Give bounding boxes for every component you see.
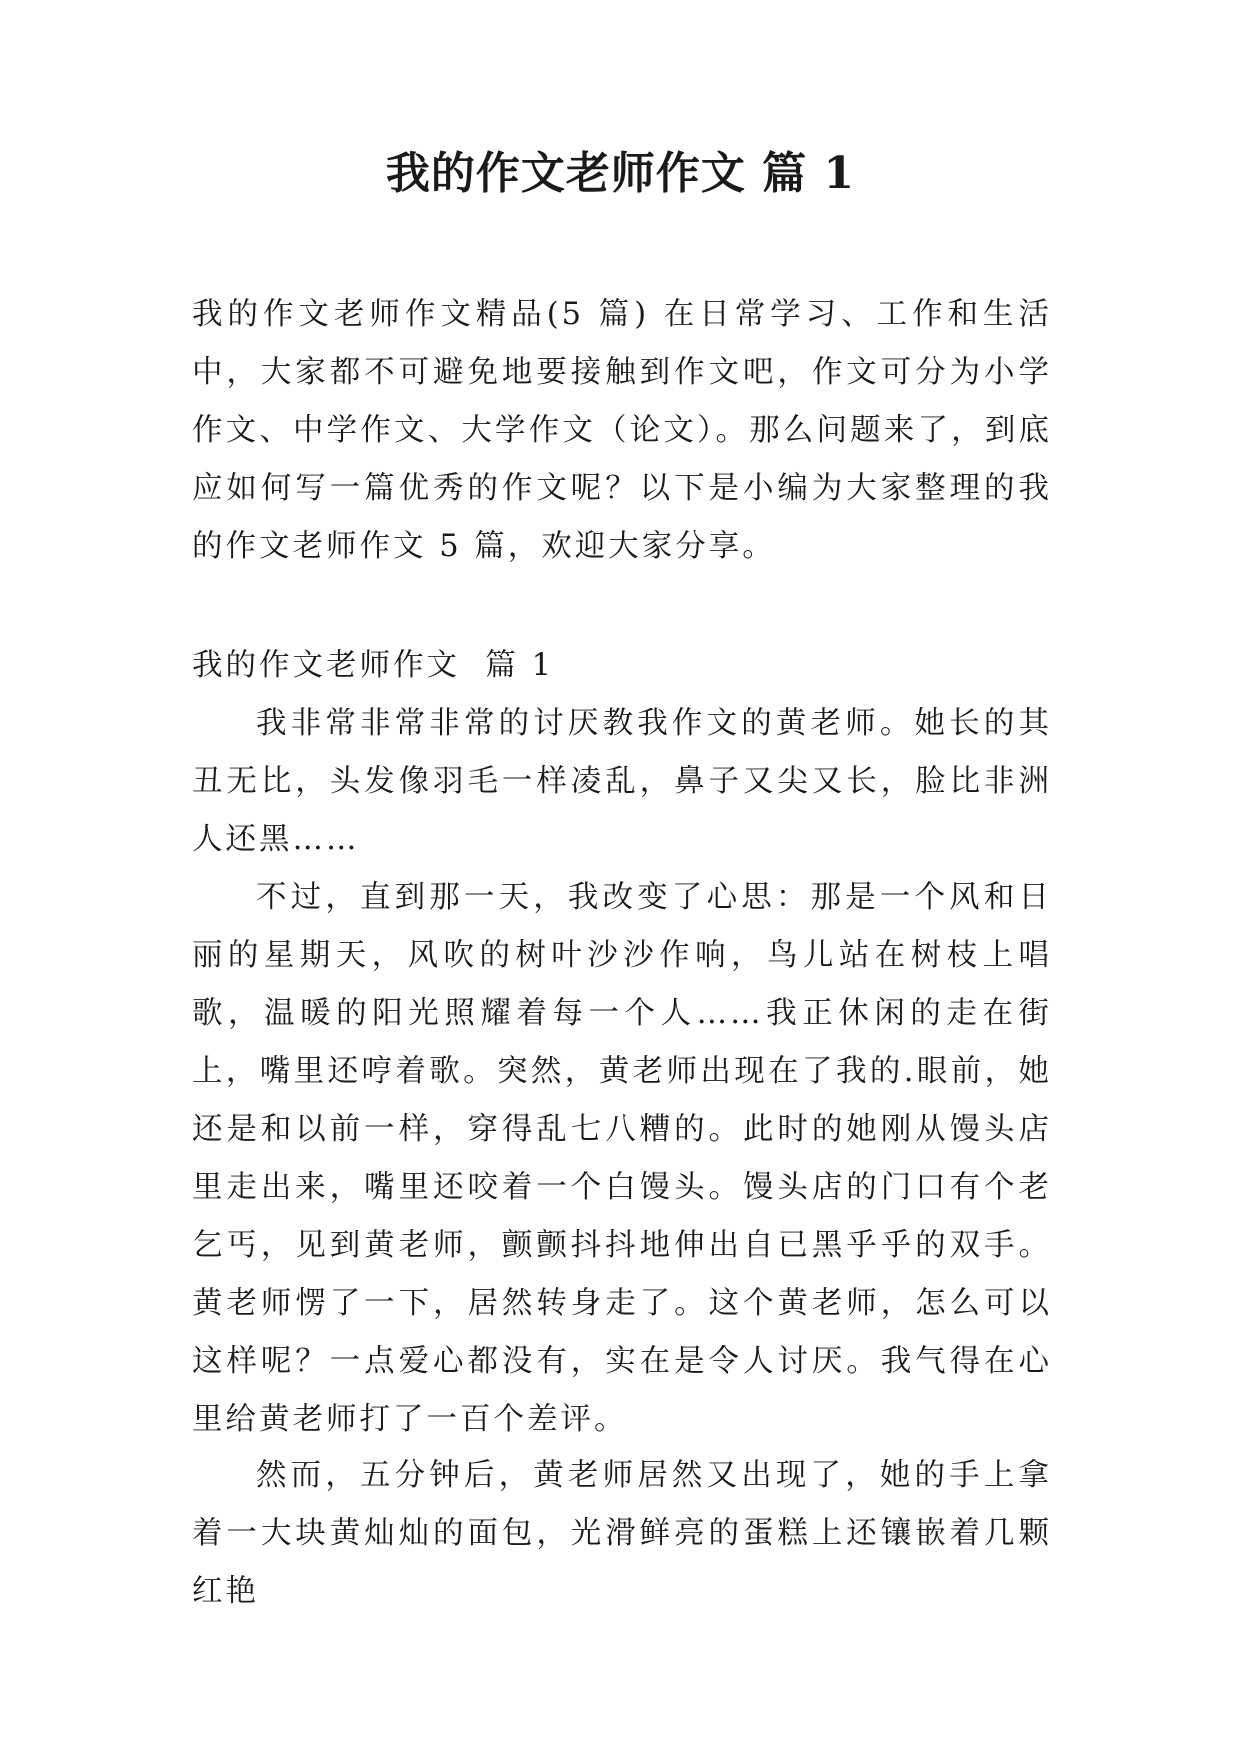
intro-paragraph: 我的作文老师作文精品(5 篇) 在日常学习、工作和生活中，大家都不可避免地要接触到作文吧，作文可分为小学作文、中学作文、大学作文（论文）。那么问题来了，到底应如何写一篇优秀的作文呢？以下是小编为大家整理的我的作文老师作文 5 篇，欢迎大家分享。: [192, 297, 1052, 564]
section-heading: 我的作文老师作文 篇 1: [192, 648, 554, 683]
body-paragraph-2: 不过，直到那一天，我改变了心思：那是一个风和日丽的星期天，风吹的树叶沙沙作响，鸟儿站在树枝上唱歌，温暖的阳光照耀着每一个人……我正休闲的走在街上，嘴里还哼着歌。突然，黄老师出现在了我的.眼前，她还是和以前一样，穿得乱七八糟的。此时的她刚从馒头店里走出来，嘴里还咬着一个白馒头。馒头店的门口有个老乞丐，见到黄老师，颤颤抖抖地伸出自已黑乎乎的双手。黄老师愣了一下，居然转身走了。这个黄老师，怎么可以这样呢？一点爱心都没有，实在是令人讨厌。我气得在心里给黄老师打了一百个差评。: [192, 880, 1052, 1437]
body-paragraph-1: 我非常非常非常的讨厌教我作文的黄老师。她长的其丑无比，头发像羽毛一样凌乱，鼻子又尖又长，脸比非洲人还黑……: [192, 706, 1052, 857]
document-title: 我的作文老师作文 篇 1: [385, 148, 856, 199]
body-paragraph-3: 然而，五分钟后，黄老师居然又出现了，她的手上拿着一大块黄灿灿的面包，光滑鲜亮的蛋糕上还镶嵌着几颗红艳: [192, 1458, 1052, 1609]
